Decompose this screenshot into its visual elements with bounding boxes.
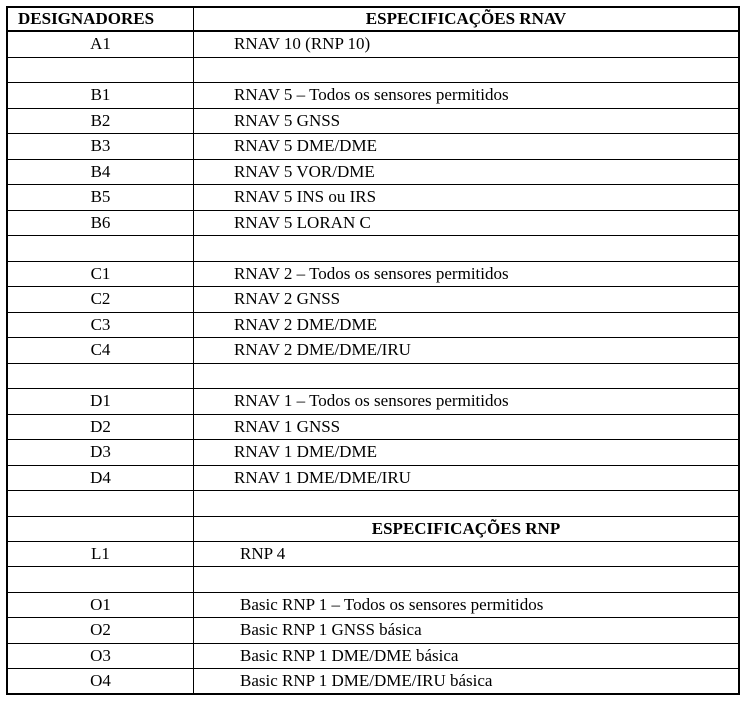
specification-cell: RNAV 2 – Todos os sensores permitidos [194,262,740,287]
designator-cell: D2 [6,415,194,440]
designator-cell: O1 [6,593,194,618]
designator-cell: C4 [6,338,194,363]
designator-cell [6,567,194,592]
designator-cell [6,58,194,83]
designator-cell: C3 [6,313,194,338]
designator-cell: O4 [6,669,194,693]
specification-cell: RNAV 5 GNSS [194,109,740,134]
specification-cell: RNAV 5 INS ou IRS [194,185,740,210]
specification-cell: Basic RNP 1 DME/DME básica [194,644,740,669]
table-row [6,593,740,619]
specification-cell: RNAV 5 LORAN C [194,211,740,236]
specification-cell [194,58,740,83]
designator-cell: A1 [6,32,194,57]
designator-cell [6,491,194,516]
specification-cell: Basic RNP 1 – Todos os sensores permitidos [194,593,740,618]
table-row [6,364,740,390]
table-row [6,185,740,211]
table-row [6,262,740,288]
table-row [6,466,740,492]
table-row [6,109,740,135]
specification-cell: RNAV 2 DME/DME/IRU [194,338,740,363]
table-row [6,389,740,415]
designator-cell [6,364,194,389]
designator-cell: C2 [6,287,194,312]
specification-cell: RNAV 5 VOR/DME [194,160,740,185]
specification-cell: RNAV 10 (RNP 10) [194,32,740,57]
table-row [6,287,740,313]
table-row [6,542,740,568]
designators-header: DESIGNADORES [6,8,194,30]
specification-cell [194,364,740,389]
specification-cell: RNAV 5 – Todos os sensores permitidos [194,83,740,108]
designator-cell: B1 [6,83,194,108]
specification-cell: Basic RNP 1 DME/DME/IRU básica [194,669,740,693]
table-row [6,134,740,160]
designator-cell: C1 [6,262,194,287]
specification-cell: RNAV 5 DME/DME [194,134,740,159]
table-row [6,236,740,262]
specification-cell: RNAV 1 – Todos os sensores permitidos [194,389,740,414]
designator-cell: B5 [6,185,194,210]
rnp-section-title-row [6,517,740,542]
table-row [6,160,740,186]
table-row [6,618,740,644]
designator-cell: B4 [6,160,194,185]
table-row [6,567,740,593]
table-row [6,58,740,84]
table-row [6,669,740,695]
rnav-spec-header: ESPECIFICAÇÕES RNAV [194,8,740,30]
specification-cell: RNAV 2 GNSS [194,287,740,312]
specification-cell: RNAV 1 DME/DME/IRU [194,466,740,491]
table-row [6,83,740,109]
designator-cell: B3 [6,134,194,159]
table-header-row [6,8,740,32]
designator-cell: D4 [6,466,194,491]
rnp-section [6,542,740,695]
table-row [6,491,740,517]
table-row [6,415,740,441]
designators-table [6,6,740,695]
table-row [6,211,740,237]
designator-cell: B2 [6,109,194,134]
empty-cell [6,517,194,541]
table-row [6,313,740,339]
specification-cell: Basic RNP 1 GNSS básica [194,618,740,643]
table-row [6,338,740,364]
specification-cell: RNAV 1 DME/DME [194,440,740,465]
specification-cell [194,236,740,261]
specification-cell: RNP 4 [194,542,740,567]
table-row [6,440,740,466]
specification-cell: RNAV 1 GNSS [194,415,740,440]
designator-cell [6,236,194,261]
designator-cell: B6 [6,211,194,236]
designator-cell: L1 [6,542,194,567]
specification-cell: RNAV 2 DME/DME [194,313,740,338]
specification-cell [194,491,740,516]
designator-cell: O3 [6,644,194,669]
table-row [6,644,740,670]
table-row [6,32,740,58]
designator-cell: O2 [6,618,194,643]
designator-cell: D3 [6,440,194,465]
designator-cell: D1 [6,389,194,414]
specification-cell [194,567,740,592]
rnav-section [6,32,740,517]
rnp-section-title: ESPECIFICAÇÕES RNP [194,517,740,541]
